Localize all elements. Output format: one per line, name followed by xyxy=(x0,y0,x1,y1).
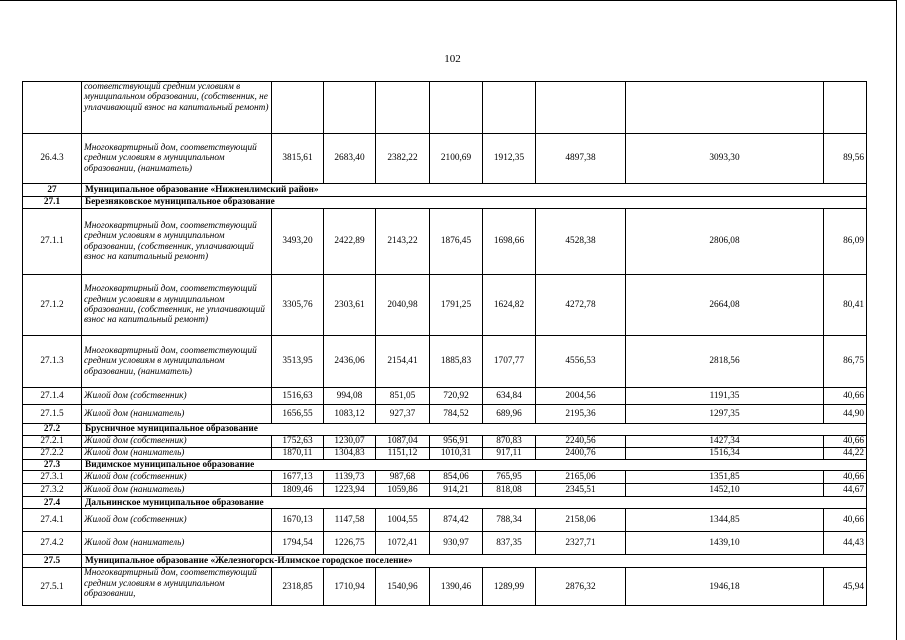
section-row xyxy=(23,184,867,197)
section-number: 27 xyxy=(23,184,82,197)
value-cell: 4528,38 xyxy=(536,209,626,275)
value-cell: 1516,63 xyxy=(272,388,324,405)
value-cell: 1912,35 xyxy=(483,134,536,184)
value-cell: 86,09 xyxy=(824,209,867,275)
row-number: 27.1.1 xyxy=(23,209,82,275)
value-cell xyxy=(272,82,324,134)
value-cell: 1059,86 xyxy=(376,484,430,497)
tariff-table xyxy=(22,81,867,606)
value-cell: 2143,22 xyxy=(376,209,430,275)
table-row xyxy=(23,509,867,532)
row-description: Многоквартирный дом, соответствующий средним условиям в муниципальном образовании, (наниматель) xyxy=(82,336,272,388)
value-cell: 86,75 xyxy=(824,336,867,388)
value-cell: 1147,58 xyxy=(324,509,376,532)
value-cell: 44,90 xyxy=(824,405,867,424)
section-title: Муниципальное образование «Нижнеилимский район» xyxy=(82,184,867,197)
value-cell: 2806,08 xyxy=(626,209,824,275)
value-cell: 851,05 xyxy=(376,388,430,405)
value-cell: 689,96 xyxy=(483,405,536,424)
value-cell: 1670,13 xyxy=(272,509,324,532)
row-number: 27.2.2 xyxy=(23,448,82,460)
page-number: 102 xyxy=(444,53,461,65)
value-cell: 1452,10 xyxy=(626,484,824,497)
value-cell: 2683,40 xyxy=(324,134,376,184)
row-number: 27.2.1 xyxy=(23,436,82,448)
table-row xyxy=(23,436,867,448)
value-cell: 3093,30 xyxy=(626,134,824,184)
value-cell: 1794,54 xyxy=(272,532,324,555)
row-description: Жилой дом (собственник) xyxy=(82,388,272,405)
value-cell: 2436,06 xyxy=(324,336,376,388)
row-description: Многоквартирный дом, соответствующий средним условиям в муниципальном образовании, (собственник, уплачивающий взнос на капитальный ремонт) xyxy=(82,209,272,275)
value-cell: 4556,53 xyxy=(536,336,626,388)
value-cell: 2345,51 xyxy=(536,484,626,497)
value-cell: 44,67 xyxy=(824,484,867,497)
value-cell: 956,91 xyxy=(430,436,483,448)
value-cell xyxy=(626,82,824,134)
value-cell: 987,68 xyxy=(376,471,430,484)
row-number: 27.1.2 xyxy=(23,275,82,336)
value-cell: 2422,89 xyxy=(324,209,376,275)
value-cell: 1624,82 xyxy=(483,275,536,336)
section-row xyxy=(23,460,867,471)
page-border-top xyxy=(0,0,897,1)
row-number xyxy=(23,82,82,134)
value-cell: 1390,46 xyxy=(430,568,483,606)
value-cell: 2240,56 xyxy=(536,436,626,448)
row-description: соответствующий средним условиям в муниципальном образовании, (собственник, не уплачивающий взнос на капитальный ремонт) xyxy=(82,82,272,134)
value-cell: 2165,06 xyxy=(536,471,626,484)
value-cell: 1809,46 xyxy=(272,484,324,497)
value-cell xyxy=(324,82,376,134)
row-description: Жилой дом (наниматель) xyxy=(82,532,272,555)
value-cell: 89,56 xyxy=(824,134,867,184)
value-cell: 1946,18 xyxy=(626,568,824,606)
value-cell: 2664,08 xyxy=(626,275,824,336)
value-cell: 1677,13 xyxy=(272,471,324,484)
value-cell: 914,21 xyxy=(430,484,483,497)
value-cell: 1072,41 xyxy=(376,532,430,555)
section-number: 27.2 xyxy=(23,424,82,436)
value-cell: 3513,95 xyxy=(272,336,324,388)
section-title: Муниципальное образование «Железногорск-Илимское городское поселение» xyxy=(82,555,867,568)
row-description: Жилой дом (наниматель) xyxy=(82,484,272,497)
value-cell: 1083,12 xyxy=(324,405,376,424)
value-cell: 1791,25 xyxy=(430,275,483,336)
page-border-right xyxy=(896,0,897,640)
value-cell: 720,92 xyxy=(430,388,483,405)
row-number: 26.4.3 xyxy=(23,134,82,184)
value-cell: 2876,32 xyxy=(536,568,626,606)
value-cell: 1516,34 xyxy=(626,448,824,460)
value-cell: 818,08 xyxy=(483,484,536,497)
table-row xyxy=(23,471,867,484)
section-row xyxy=(23,424,867,436)
value-cell: 2318,85 xyxy=(272,568,324,606)
section-number: 27.1 xyxy=(23,197,82,209)
value-cell: 917,11 xyxy=(483,448,536,460)
section-number: 27.3 xyxy=(23,460,82,471)
value-cell: 854,06 xyxy=(430,471,483,484)
value-cell: 634,84 xyxy=(483,388,536,405)
row-number: 27.4.2 xyxy=(23,532,82,555)
row-description: Жилой дом (собственник) xyxy=(82,471,272,484)
value-cell: 2040,98 xyxy=(376,275,430,336)
row-number: 27.3.1 xyxy=(23,471,82,484)
value-cell: 874,42 xyxy=(430,509,483,532)
value-cell: 2327,71 xyxy=(536,532,626,555)
value-cell: 2004,56 xyxy=(536,388,626,405)
value-cell: 870,83 xyxy=(483,436,536,448)
row-number: 27.1.3 xyxy=(23,336,82,388)
value-cell: 1752,63 xyxy=(272,436,324,448)
table-row xyxy=(23,336,867,388)
row-number: 27.3.2 xyxy=(23,484,82,497)
value-cell: 45,94 xyxy=(824,568,867,606)
row-description: Жилой дом (собственник) xyxy=(82,509,272,532)
value-cell: 1223,94 xyxy=(324,484,376,497)
value-cell xyxy=(824,82,867,134)
value-cell: 2154,41 xyxy=(376,336,430,388)
value-cell: 788,34 xyxy=(483,509,536,532)
value-cell: 1151,12 xyxy=(376,448,430,460)
value-cell: 44,43 xyxy=(824,532,867,555)
value-cell: 1289,99 xyxy=(483,568,536,606)
value-cell xyxy=(430,82,483,134)
table-row xyxy=(23,209,867,275)
value-cell: 40,66 xyxy=(824,436,867,448)
section-number: 27.4 xyxy=(23,497,82,509)
table-row xyxy=(23,388,867,405)
table-row xyxy=(23,405,867,424)
value-cell: 2818,56 xyxy=(626,336,824,388)
value-cell: 1304,83 xyxy=(324,448,376,460)
value-cell: 1870,11 xyxy=(272,448,324,460)
section-row xyxy=(23,497,867,509)
value-cell: 2100,69 xyxy=(430,134,483,184)
value-cell: 1540,96 xyxy=(376,568,430,606)
value-cell: 1010,31 xyxy=(430,448,483,460)
table-row xyxy=(23,448,867,460)
value-cell: 2400,76 xyxy=(536,448,626,460)
row-description: Жилой дом (наниматель) xyxy=(82,405,272,424)
row-description: Жилой дом (собственник) xyxy=(82,436,272,448)
value-cell: 4272,78 xyxy=(536,275,626,336)
value-cell: 1226,75 xyxy=(324,532,376,555)
section-row xyxy=(23,197,867,209)
value-cell xyxy=(376,82,430,134)
value-cell: 2158,06 xyxy=(536,509,626,532)
table-row xyxy=(23,532,867,555)
row-number: 27.1.5 xyxy=(23,405,82,424)
value-cell: 80,41 xyxy=(824,275,867,336)
value-cell: 1297,35 xyxy=(626,405,824,424)
value-cell: 3305,76 xyxy=(272,275,324,336)
table-row xyxy=(23,484,867,497)
value-cell: 1344,85 xyxy=(626,509,824,532)
value-cell: 1710,94 xyxy=(324,568,376,606)
table-row xyxy=(23,134,867,184)
value-cell: 837,35 xyxy=(483,532,536,555)
value-cell: 1351,85 xyxy=(626,471,824,484)
section-title: Видимское муниципальное образование xyxy=(82,460,867,471)
value-cell: 2195,36 xyxy=(536,405,626,424)
row-number: 27.4.1 xyxy=(23,509,82,532)
row-number: 27.1.4 xyxy=(23,388,82,405)
value-cell: 1885,83 xyxy=(430,336,483,388)
value-cell xyxy=(536,82,626,134)
value-cell: 44,22 xyxy=(824,448,867,460)
value-cell: 1707,77 xyxy=(483,336,536,388)
row-description: Многоквартирный дом, соответствующий средним условиям в муниципальном образовании, (наниматель) xyxy=(82,134,272,184)
value-cell: 1656,55 xyxy=(272,405,324,424)
value-cell: 40,66 xyxy=(824,509,867,532)
table-row xyxy=(23,275,867,336)
value-cell: 2382,22 xyxy=(376,134,430,184)
value-cell: 2303,61 xyxy=(324,275,376,336)
value-cell: 1698,66 xyxy=(483,209,536,275)
table-row xyxy=(23,568,867,606)
value-cell: 1087,04 xyxy=(376,436,430,448)
section-title: Брусничное муниципальное образование xyxy=(82,424,867,436)
row-description: Многоквартирный дом, соответствующий средним условиям в муниципальном образовании, (собственник, не уплачивающий взнос на капитальный ремонт) xyxy=(82,275,272,336)
value-cell: 40,66 xyxy=(824,388,867,405)
value-cell: 1427,34 xyxy=(626,436,824,448)
section-title: Дальнинское муниципальное образование xyxy=(82,497,867,509)
section-title: Березняковское муниципальное образование xyxy=(82,197,867,209)
value-cell: 1191,35 xyxy=(626,388,824,405)
row-description: Жилой дом (наниматель) xyxy=(82,448,272,460)
table-row xyxy=(23,82,867,134)
value-cell: 784,52 xyxy=(430,405,483,424)
value-cell: 3815,61 xyxy=(272,134,324,184)
value-cell: 1439,10 xyxy=(626,532,824,555)
value-cell: 40,66 xyxy=(824,471,867,484)
row-number: 27.5.1 xyxy=(23,568,82,606)
value-cell: 4897,38 xyxy=(536,134,626,184)
value-cell: 1004,55 xyxy=(376,509,430,532)
section-number: 27.5 xyxy=(23,555,82,568)
value-cell: 1876,45 xyxy=(430,209,483,275)
value-cell: 765,95 xyxy=(483,471,536,484)
value-cell xyxy=(483,82,536,134)
value-cell: 1230,07 xyxy=(324,436,376,448)
value-cell: 1139,73 xyxy=(324,471,376,484)
value-cell: 3493,20 xyxy=(272,209,324,275)
row-description: Многоквартирный дом, соответствующий средним условиям в муниципальном образовании, xyxy=(82,568,272,606)
section-row xyxy=(23,555,867,568)
value-cell: 994,08 xyxy=(324,388,376,405)
value-cell: 930,97 xyxy=(430,532,483,555)
value-cell: 927,37 xyxy=(376,405,430,424)
